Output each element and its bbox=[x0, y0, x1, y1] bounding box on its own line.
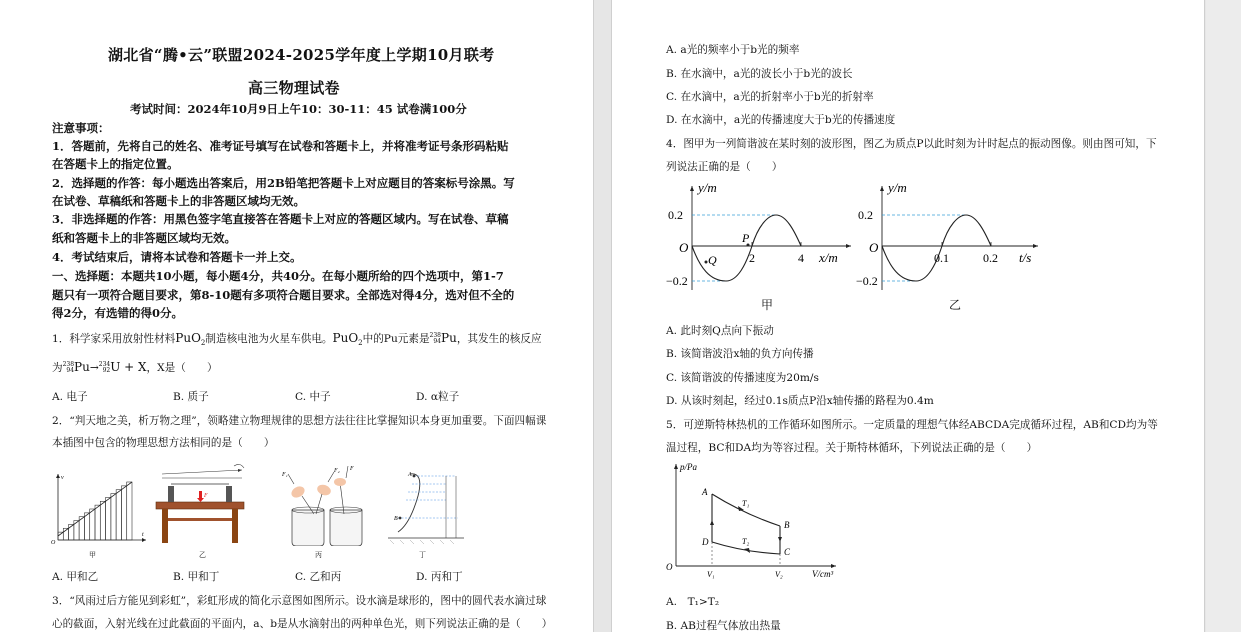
q2-option-d: D. 丙和丁 bbox=[416, 571, 463, 583]
staircase-bar bbox=[95, 505, 100, 540]
svg-text:x/m: x/m bbox=[819, 250, 838, 265]
svg-text:0.2: 0.2 bbox=[858, 208, 873, 222]
staircase-bar bbox=[90, 509, 95, 540]
notice-line: 在试卷、草稿纸和答题卡上的非答题区域均无效。 bbox=[52, 194, 305, 208]
q2-option-a: A. 甲和乙 bbox=[52, 571, 99, 583]
figure-bing-force-experiment bbox=[280, 462, 370, 546]
svg-text:−0.2: −0.2 bbox=[666, 274, 688, 288]
graph-jia-waveform bbox=[666, 180, 856, 295]
svg-text:T₂: T₂ bbox=[742, 537, 750, 546]
section-heading: 得2分，有选错的得0分。 bbox=[52, 306, 184, 320]
staircase-bar bbox=[100, 501, 105, 540]
q1-option-a: A. 电子 bbox=[52, 391, 88, 403]
staircase-bar bbox=[58, 532, 63, 540]
exam-subtitle: 高三物理试卷 bbox=[248, 79, 340, 97]
q3-option-b: B. 在水滴中，a光的波长小于b光的波长 bbox=[666, 68, 853, 80]
svg-text:F₂: F₂ bbox=[334, 468, 340, 474]
svg-text:F: F bbox=[350, 466, 354, 472]
figure-yi-table-experiment bbox=[152, 460, 248, 546]
notice-line: 1．答题前，先将自己的姓名、准考证号填写在试卷和答题卡上，并将准考证号条形码粘贴 bbox=[52, 139, 509, 153]
scroll-gutter[interactable] bbox=[1206, 0, 1241, 632]
exam-info: 考试时间：2024年10月9日上午10：30-11：45 试卷满100分 bbox=[130, 102, 467, 116]
q4-option-d: D. 从该时刻起，经过0.1s质点P沿x轴传播的路程为0.4m bbox=[666, 395, 934, 407]
question-1-line-2: 为238 94Pu→234 92U + X，X是（ ） bbox=[52, 360, 218, 374]
svg-text:O: O bbox=[869, 240, 879, 255]
svg-text:t: t bbox=[142, 532, 144, 538]
q5-option-a: A. T₁>T₂ bbox=[666, 596, 720, 608]
notice-line: 3．非选择题的作答：用黑色签字笔直接答在答题卡上对应的答题区域内。写在试卷、草稿 bbox=[52, 212, 509, 226]
figure-yi-caption: 乙 bbox=[199, 551, 206, 559]
question-2-line-2: 本插图中包含的物理思想方法相同的是（ ） bbox=[52, 437, 275, 449]
q4-option-b: B. 该简谐波沿x轴的负方向传播 bbox=[666, 348, 814, 360]
figure-ding-slope-diagram bbox=[384, 468, 468, 544]
q5-option-b: B. AB过程气体放出热量 bbox=[666, 620, 781, 632]
svg-text:B: B bbox=[394, 516, 398, 522]
q1-option-d: D. α粒子 bbox=[416, 391, 460, 403]
svg-text:T₁: T₁ bbox=[742, 499, 750, 508]
svg-text:D: D bbox=[702, 537, 709, 547]
staircase-bar bbox=[127, 482, 132, 540]
notice-heading: 注意事项： bbox=[52, 121, 110, 135]
exam-page-left bbox=[0, 0, 594, 632]
figure-bing-caption: 丙 bbox=[315, 551, 322, 559]
svg-text:−0.2: −0.2 bbox=[856, 274, 878, 288]
svg-text:B: B bbox=[784, 520, 790, 530]
svg-text:Q: Q bbox=[708, 253, 717, 267]
figure-jia-vt-graph bbox=[50, 470, 150, 546]
q2-option-c: C. 乙和丙 bbox=[295, 571, 342, 583]
svg-text:t/s: t/s bbox=[1019, 250, 1032, 265]
q3-option-a: A. a光的频率小于b光的频率 bbox=[666, 44, 800, 56]
q1-option-b: B. 质子 bbox=[173, 391, 209, 403]
notice-line: 2．选择题的作答：每小题选出答案后，用2B铅笔把答题卡上对应题目的答案标号涂黑。写 bbox=[52, 176, 515, 190]
q3-option-c: C. 在水滴中，a光的折射率小于b光的折射率 bbox=[666, 91, 874, 103]
svg-text:y/m: y/m bbox=[698, 180, 717, 195]
q4-option-a: A. 此时刻Q点向下振动 bbox=[666, 325, 774, 337]
q2-option-b: B. 甲和丁 bbox=[173, 571, 220, 583]
staircase-bar bbox=[106, 497, 111, 540]
question-1-line-1: 1．科学家采用放射性材料PuO$_2$制造核电池为火星车供电。PuO$_2$中的Pu元素是238 94Pu，其发生的核反应 bbox=[52, 331, 542, 348]
question-3-line-2: 心的截面，入射光线在过此截面的平面内，a、b是从水滴射出的两种单色光，则下列说法正确的是（ ） bbox=[52, 618, 553, 630]
question-5-line-2: 温过程，BC和DA均为等容过程。关于斯特林循环，下列说法正确的是（ ） bbox=[666, 442, 1038, 454]
svg-text:0.1: 0.1 bbox=[934, 251, 949, 265]
question-5-line-1: 5．可逆斯特林热机的工作循环如图所示。一定质量的理想气体经ABCDA完成循环过程，AB和CD均为等 bbox=[666, 419, 1158, 431]
graph-stirling-pv bbox=[664, 460, 844, 582]
svg-text:F: F bbox=[204, 493, 208, 499]
figure-ding-caption: 丁 bbox=[419, 551, 426, 559]
svg-text:V/cm³: V/cm³ bbox=[812, 569, 834, 579]
notice-line: 纸和答题卡上的非答题区域均无效。 bbox=[52, 231, 236, 245]
staircase-bar bbox=[111, 494, 116, 540]
section-heading: 题只有一项符合题目要求，第8-10题有多项符合题目要求。全部选对得4分，选对但不全的 bbox=[52, 288, 515, 302]
svg-text:F₁: F₁ bbox=[282, 472, 288, 478]
exam-page-right bbox=[611, 0, 1205, 632]
question-3-line-1: 3．“风雨过后方能见到彩虹”，彩虹形成的简化示意图如图所示。设水滴是球形的，图中的圆代表水滴过球 bbox=[52, 595, 547, 607]
q3-option-d: D. 在水滴中，a光的传播速度大于b光的传播速度 bbox=[666, 114, 896, 126]
question-4-line-2: 列说法正确的是（ ） bbox=[666, 161, 783, 173]
svg-text:P: P bbox=[742, 231, 750, 245]
graph-yi-vibration bbox=[856, 180, 1046, 295]
figure-jia-caption: 甲 bbox=[89, 551, 96, 559]
q4-option-c: C. 该简谐波的传播速度为20m/s bbox=[666, 372, 819, 384]
svg-text:4: 4 bbox=[798, 251, 804, 265]
svg-text:0.2: 0.2 bbox=[668, 208, 683, 222]
svg-text:O: O bbox=[679, 240, 689, 255]
svg-text:A: A bbox=[702, 487, 708, 497]
svg-text:V₁: V₁ bbox=[707, 570, 715, 579]
svg-text:O: O bbox=[51, 540, 56, 546]
question-2-line-1: 2．“判天地之美，析万物之理”，领略建立物理规律的思想方法往往比掌握知识本身更加重要。下面四幅课 bbox=[52, 415, 547, 427]
svg-text:v: v bbox=[61, 475, 64, 481]
question-4-line-1: 4．图甲为一列简谐波在某时刻的波形图，图乙为质点P以此时刻为计时起点的振动图像。则由图可知，下 bbox=[666, 138, 1157, 150]
notice-line: 在答题卡上的指定位置。 bbox=[52, 157, 179, 171]
svg-text:A: A bbox=[408, 472, 412, 478]
staircase-bar bbox=[116, 490, 121, 540]
graph-jia-caption: 甲 bbox=[761, 298, 774, 312]
staircase-bar bbox=[121, 486, 126, 540]
section-heading: 一、选择题：本题共10小题，每小题4分，共40分。在每小题所给的四个选项中，第1-7 bbox=[52, 269, 504, 283]
svg-text:0.2: 0.2 bbox=[983, 251, 998, 265]
svg-text:O: O bbox=[666, 562, 673, 572]
q1-option-c: C. 中子 bbox=[295, 391, 331, 403]
svg-text:p/Pa: p/Pa bbox=[680, 462, 697, 472]
svg-text:C: C bbox=[784, 547, 791, 557]
graph-yi-caption: 乙 bbox=[949, 298, 962, 312]
notice-line: 4．考试结束后，请将本试卷和答题卡一并上交。 bbox=[52, 250, 302, 264]
svg-text:y/m: y/m bbox=[888, 180, 907, 195]
svg-text:2: 2 bbox=[749, 251, 755, 265]
staircase-bar bbox=[84, 513, 89, 540]
svg-text:V₂: V₂ bbox=[775, 570, 783, 579]
exam-title: 湖北省“腾•云”联盟2024-2025学年度上学期10月联考 bbox=[108, 46, 495, 64]
